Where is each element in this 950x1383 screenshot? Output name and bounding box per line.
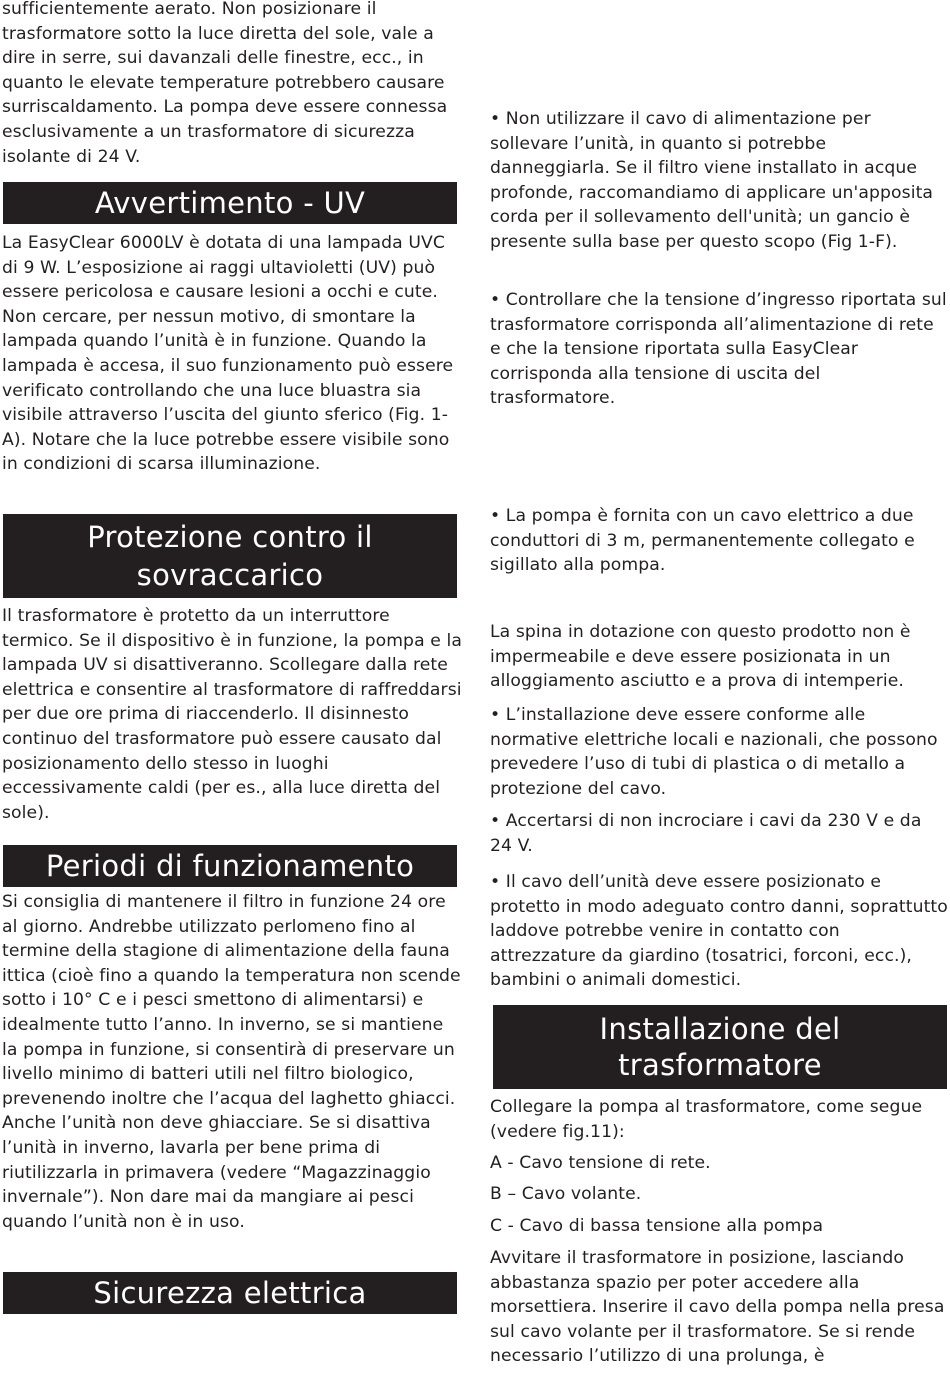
bullet-cable-crossing: • Accertarsi di non incrociare i cavi da 230 V e da 24 V.: [490, 811, 922, 856]
connection-item-a: A - Cavo tensione di rete.: [490, 1153, 711, 1173]
uv-warning-paragraph: La EasyClear 6000LV è dotata di una lampada UVC di 9 W. L’esposizione ai raggi ultavioletti (UV) può essere pericolosa e causare lesioni a occhi e cute. Non cercare, per nessun motivo, di smontare la lampada quando l’unità è in funzione. Quando la lampada è accesa, il suo funzionamento può essere verificato controllando che una luce bluastra sia visibile attraverso l’uscita del giunto sferico (Fig. 1-A). Notare che la luce potrebbe essere visibile sono in condizioni di scarsa illuminazione.: [2, 233, 454, 475]
bullet-pump-cable: • La pompa è fornita con un cavo elettrico a due conduttori di 3 m, permanentemente collegato e sigillato alla pompa.: [490, 506, 915, 576]
plug-paragraph: La spina in dotazione con questo prodotto non è impermeabile e deve essere posizionata in un alloggiamento asciutto e a prova di intemperie.: [490, 622, 911, 692]
transformer-mounting-paragraph: Avvitare il trasformatore in posizione, lasciando abbastanza spazio per poter accedere alla morsettiera. Inserire il cavo della pompa nella presa sul cavo volante per il trasformatore. Se si rende necessario l’utilizzo di una prolunga, è: [490, 1248, 945, 1367]
connection-item-b: B – Cavo volante.: [490, 1184, 642, 1204]
bullet-cable-protection: • Il cavo dell’unità deve essere posizionato e protetto in modo adeguato contro danni, soprattutto laddove potrebbe venire in contatto con attrezzature da giardino (tosatrici, forconi, ecc.), bambini o animali domestici.: [490, 872, 948, 991]
section-heading-overload-protection: Protezione contro il sovraccarico: [3, 514, 457, 598]
connection-item-c: C - Cavo di bassa tensione alla pompa: [490, 1216, 824, 1236]
intro-paragraph: sufficientemente aerato. Non posizionare il trasformatore sotto la luce diretta del sole, vale a dire in serre, sui davanzali delle finestre, ecc., in quanto le elevate temperature potrebbero causare surriscaldamento. La pompa deve essere connessa esclusivamente a un trasformatore di sicurezza isolante di 24 V.: [2, 0, 448, 167]
overload-protection-paragraph: Il trasformatore è protetto da un interruttore termico. Se il dispositivo è in funzione, la pompa e la lampada UV si disattiveranno. Scollegare dalla rete elettrica e consentire al trasformatore di raffreddarsi per due ore prima di riaccenderlo. Il disinnesto continuo del trasformatore può essere causato dal posizionamento dello stesso in luoghi eccessivamente caldi (per es., alla luce diretta del sole).: [2, 606, 463, 823]
section-heading-electrical-safety: Sicurezza elettrica: [3, 1272, 457, 1314]
bullet-voltage-check: • Controllare che la tensione d’ingresso riportata sul trasformatore corrisponda all’alimentazione di rete e che la tensione riportata sulla EasyClear corrisponda alla tensione di uscita del trasformatore.: [490, 290, 947, 409]
operating-periods-paragraph: Si consiglia di mantenere il filtro in funzione 24 ore al giorno. Andrebbe utilizzato perlomeno fino al termine della stagione di alimentazione della fauna ittica (cioè fino a quando la temperatura non scende sotto i 10° C e i pesci smettono di alimentarsi) e idealmente tutto l’anno. In inverno, se si mantiene la pompa in funzione, si consentirà di preservare un livello minimo di batteri utili nel filtro biologico, prevenendo inoltre che l’acqua del laghetto ghiacci. Anche l’unità non deve ghiacciare. Se si disattiva l’unità in inverno, lavarla per bene prima di riutilizzarla in primavera (vedere “Magazzinaggio invernale”). Non dare mai da mangiare ai pesci quando l’unità non è in uso.: [2, 892, 461, 1232]
bullet-regulations: • L’installazione deve essere conforme alle normative elettriche locali e nazionali, che possono prevedere l’uso di tubi di plastica o di metallo a protezione del cavo.: [490, 705, 938, 799]
section-heading-transformer-installation: Installazione del trasformatore: [493, 1005, 947, 1089]
section-heading-operating-periods: Periodi di funzionamento: [3, 845, 457, 887]
transformer-intro-paragraph: Collegare la pompa al trasformatore, come segue (vedere fig.11):: [490, 1097, 923, 1142]
section-heading-uv-warning: Avvertimento - UV: [3, 182, 457, 224]
bullet-cable-lifting: • Non utilizzare il cavo di alimentazione per sollevare l’unità, in quanto si potrebbe danneggiarla. Se il filtro viene installato in acque profonde, raccomandiamo di applicare un'apposita corda per il sollevamento dell'unità; un gancio è presente sulla base per questo scopo (Fig 1-F).: [490, 109, 934, 252]
